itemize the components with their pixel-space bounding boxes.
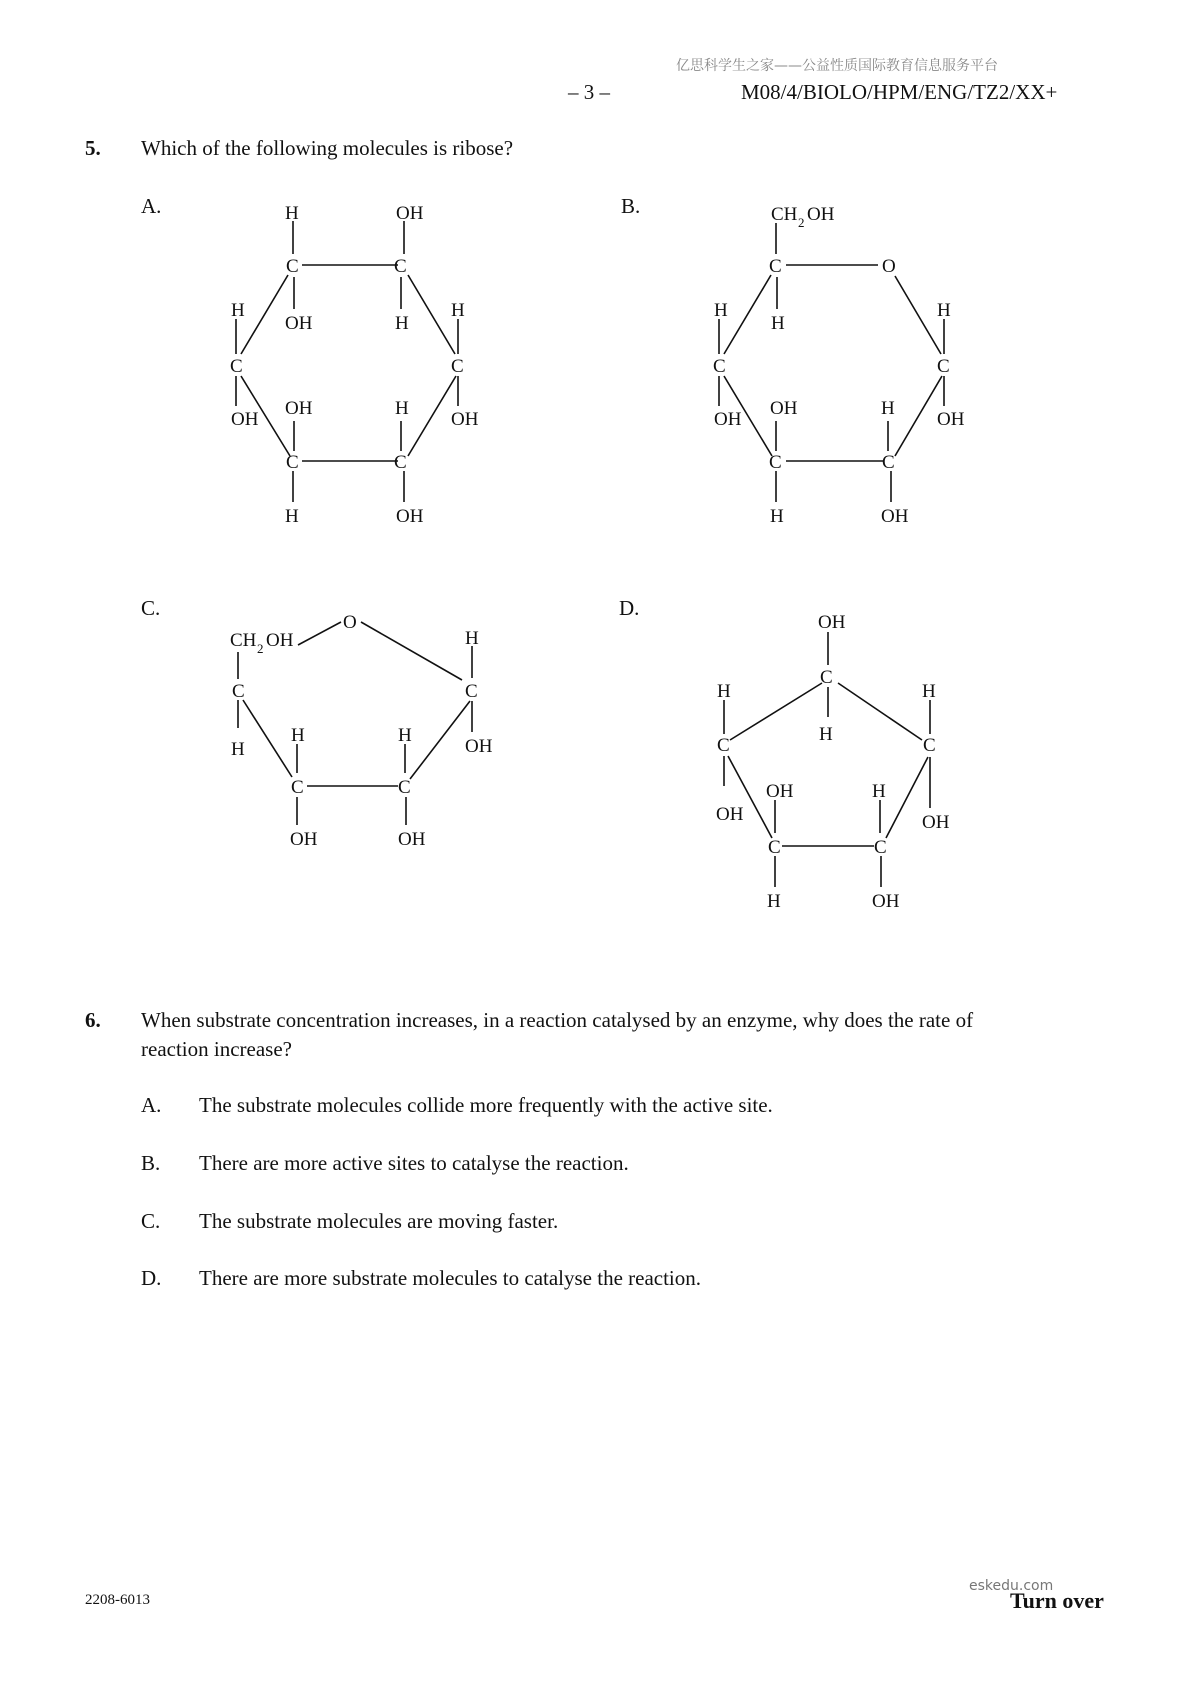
- atom: CH: [230, 630, 257, 651]
- question-6-number: 6.: [85, 1008, 101, 1032]
- atom: OH: [872, 891, 900, 912]
- question-5-option-c-label: C.: [141, 596, 161, 620]
- atom: OH: [766, 781, 794, 802]
- atom: OH: [881, 506, 909, 527]
- question-6-option-d-text: There are more substrate molecules to catalyse the reaction.: [199, 1266, 702, 1290]
- atom: H: [285, 203, 299, 224]
- atom: C: [768, 837, 781, 858]
- atom: OH: [396, 506, 424, 527]
- atom: C: [451, 356, 464, 377]
- paper-code: M08/4/BIOLO/HPM/ENG/TZ2/XX+: [741, 80, 1058, 104]
- question-5-text: Which of the following molecules is ribose?: [141, 136, 514, 160]
- structure-d: [716, 612, 950, 912]
- atom: OH: [714, 409, 742, 430]
- atom: OH: [285, 313, 313, 334]
- structure-c: [230, 612, 493, 850]
- structure-b: [713, 204, 965, 527]
- atom: 2: [798, 215, 805, 230]
- question-6-option-c-text: The substrate molecules are moving faster.: [199, 1209, 559, 1233]
- page-number: – 3 –: [568, 80, 610, 104]
- question-6-option-d-label: D.: [141, 1266, 162, 1290]
- question-5-option-a-label: A.: [141, 194, 162, 218]
- atom: C: [937, 356, 950, 377]
- question-6-option-a-text: The substrate molecules collide more frequently with the active site.: [199, 1093, 773, 1117]
- atom: C: [232, 681, 245, 702]
- turn-over-label: Turn over: [1010, 1588, 1104, 1613]
- atom: C: [394, 452, 407, 473]
- question-6-option-c-label: C.: [141, 1209, 161, 1233]
- atom: O: [882, 256, 896, 277]
- question-6-option-b-label: B.: [141, 1151, 161, 1175]
- footer-watermark: eskedu.com: [969, 1578, 1054, 1594]
- atom: OH: [231, 409, 259, 430]
- atom: OH: [807, 204, 835, 225]
- atom: C: [769, 256, 782, 277]
- atom: C: [286, 256, 299, 277]
- question-5-option-b-label: B.: [621, 194, 641, 218]
- atom: C: [769, 452, 782, 473]
- question-6-text-line1: When substrate concentration increases, in a reaction catalysed by an enzyme, why does the rate of: [141, 1008, 974, 1032]
- atom: C: [820, 667, 833, 688]
- atom: H: [819, 724, 833, 745]
- atom: OH: [451, 409, 479, 430]
- atom: H: [770, 506, 784, 527]
- atom: C: [874, 837, 887, 858]
- question-6-text-line2: reaction increase?: [141, 1037, 292, 1061]
- atom: CH: [771, 204, 798, 225]
- atom: H: [395, 313, 409, 334]
- atom: C: [923, 735, 936, 756]
- header-watermark: 亿思科学生之家——公益性质国际教育信息服务平台: [676, 58, 998, 74]
- atom: H: [285, 506, 299, 527]
- atom: OH: [398, 829, 426, 850]
- atom: C: [882, 452, 895, 473]
- question-6-option-b-text: There are more active sites to catalyse the reaction.: [199, 1151, 629, 1175]
- atom: H: [937, 300, 951, 321]
- atom: C: [717, 735, 730, 756]
- atom: H: [717, 681, 731, 702]
- atom: OH: [922, 812, 950, 833]
- atom: C: [465, 681, 478, 702]
- atom: H: [395, 398, 409, 419]
- atom: OH: [465, 736, 493, 757]
- atom: H: [881, 398, 895, 419]
- atom: H: [451, 300, 465, 321]
- atom: OH: [937, 409, 965, 430]
- atom: OH: [285, 398, 313, 419]
- atom: OH: [770, 398, 798, 419]
- atom: H: [771, 313, 785, 334]
- question-5-option-d-label: D.: [619, 596, 640, 620]
- atom: H: [231, 739, 245, 760]
- atom: OH: [396, 203, 424, 224]
- atom: H: [767, 891, 781, 912]
- atom: OH: [290, 829, 318, 850]
- question-5-number: 5.: [85, 136, 101, 160]
- atom: OH: [818, 612, 846, 633]
- structure-a: [230, 203, 479, 527]
- atom: C: [291, 777, 304, 798]
- atom: C: [286, 452, 299, 473]
- atom: H: [465, 628, 479, 649]
- atom: C: [394, 256, 407, 277]
- atom: H: [714, 300, 728, 321]
- atom: H: [291, 725, 305, 746]
- atom: H: [398, 725, 412, 746]
- atom: C: [230, 356, 243, 377]
- atom: OH: [716, 804, 744, 825]
- atom: H: [231, 300, 245, 321]
- atom: C: [713, 356, 726, 377]
- atom: 2: [257, 641, 264, 656]
- atom: OH: [266, 630, 294, 651]
- atom: C: [398, 777, 411, 798]
- question-6-option-a-label: A.: [141, 1093, 162, 1117]
- atom: O: [343, 612, 357, 633]
- atom: H: [922, 681, 936, 702]
- footer-code: 2208-6013: [85, 1592, 150, 1608]
- atom: H: [872, 781, 886, 802]
